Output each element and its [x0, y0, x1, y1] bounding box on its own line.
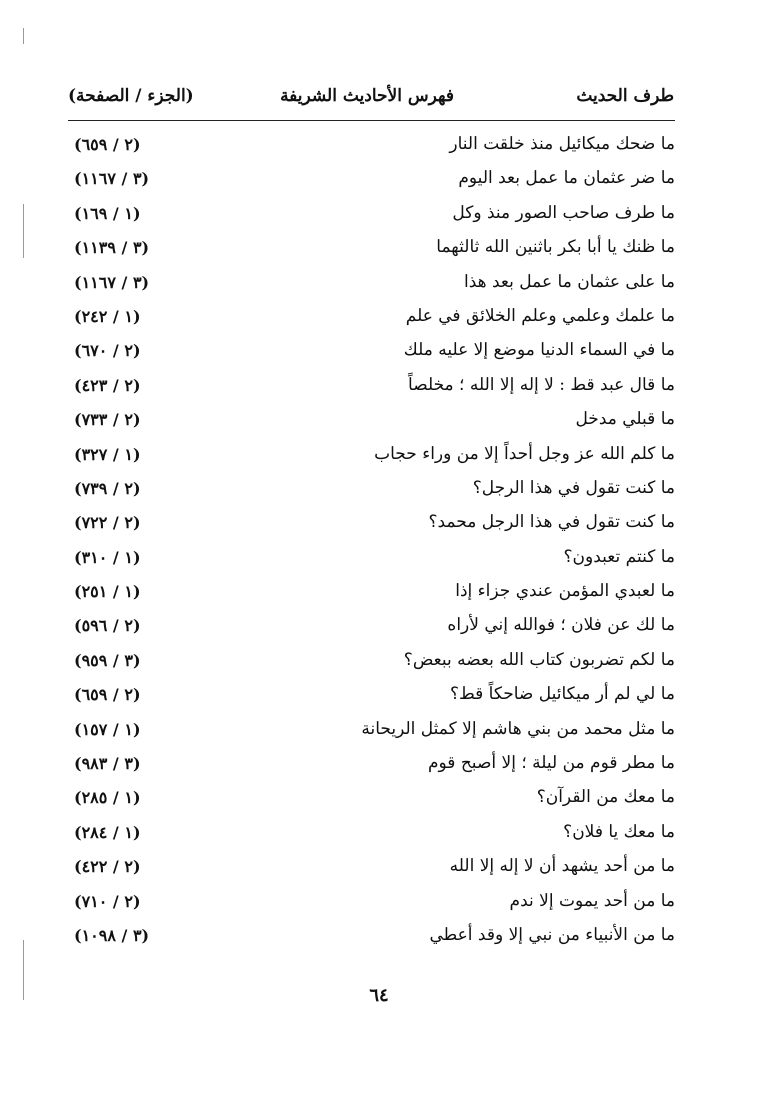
hadith-text: ما كنتم تعبدون؟: [563, 546, 675, 567]
index-entry: [68, 197, 675, 231]
index-entry: [68, 575, 675, 609]
header-left-label: (الجزء / الصفحة): [68, 86, 194, 106]
hadith-text: ما من أحد يموت إلا ندم: [509, 890, 675, 911]
volume-page-reference: (٣ / ٩٨٣): [74, 754, 141, 774]
hadith-text: ما من الأنبياء من نبي إلا وقد أعطي: [429, 924, 675, 945]
index-entry: [68, 334, 675, 368]
hadith-text: ما كلم الله عز وجل أحداً إلا من وراء حجاب: [374, 443, 675, 464]
hadith-text: ما علمك وعلمي وعلم الخلائق في علم: [405, 305, 675, 326]
index-entry: [68, 816, 675, 850]
hadith-text: ما لعبدي المؤمن عندي جزاء إذا: [455, 581, 675, 602]
index-entry: [68, 885, 675, 919]
hadith-text: ما ضحك ميكائيل منذ خلقت النار: [449, 134, 675, 154]
index-entry: [68, 403, 675, 437]
index-entry: [68, 438, 675, 472]
header-rule: [68, 120, 675, 121]
volume-page-reference: (٢ / ٤٢٣): [74, 375, 141, 395]
index-entry: [68, 781, 675, 815]
volume-page-reference: (١ / ١٦٩): [74, 203, 141, 223]
index-entry: [68, 162, 675, 196]
hadith-text: ما على عثمان ما عمل بعد هذا: [463, 271, 675, 292]
index-entry: [68, 609, 675, 643]
index-entry: [68, 369, 675, 403]
index-entry: [68, 472, 675, 506]
running-header: [68, 86, 674, 114]
volume-page-reference: (٣ / ١١٣٩): [74, 238, 150, 258]
volume-page-reference: (٢ / ٤٢٢): [74, 857, 141, 877]
volume-page-reference: (٢ / ٧٢٢): [74, 513, 141, 533]
hadith-text: ما قال عبد قط : لا إله إلا الله ؛ مخلصاً: [408, 374, 675, 395]
volume-page-reference: (٣ / ٩٥٩): [74, 650, 141, 670]
index-entry: [68, 713, 675, 747]
index-entry: [68, 541, 675, 575]
hadith-text: ما مثل محمد من بني هاشم إلا كمثل الريحانة: [361, 718, 675, 739]
hadith-text: ما معك يا فلان؟: [563, 821, 675, 842]
volume-page-reference: (٢ / ٥٩٦): [74, 616, 141, 636]
volume-page-reference: (٢ / ٦٥٩): [74, 685, 141, 705]
hadith-text: ما ضر عثمان ما عمل بعد اليوم: [458, 168, 675, 189]
hadith-text: ما لكم تضربون كتاب الله بعضه ببعض؟: [403, 649, 675, 670]
volume-page-reference: (٣ / ١٠٩٨): [74, 925, 150, 945]
volume-page-reference: (٢ / ٧٣٩): [74, 478, 141, 498]
index-entry: [68, 850, 675, 884]
index-entry: [68, 919, 675, 953]
hadith-text: ما من أحد يشهد أن لا إله إلا الله: [449, 856, 675, 877]
hadith-index-list: [68, 128, 675, 953]
hadith-text: ما ظنك يا أبا بكر باثنين الله ثالثهما: [436, 237, 675, 258]
index-entry: [68, 678, 675, 712]
hadith-text: ما معك من القرآن؟: [536, 787, 675, 808]
hadith-text: ما لي لم أر ميكائيل ضاحكاً قط؟: [449, 684, 675, 705]
volume-page-reference: (١ / ٢٨٥): [74, 788, 141, 808]
hadith-text: ما قبلي مدخل: [575, 409, 675, 430]
hadith-text: ما في السماء الدنيا موضع إلا عليه ملك: [403, 340, 675, 361]
index-entry: [68, 747, 675, 781]
volume-page-reference: (٢ / ٧١٠): [74, 891, 141, 911]
volume-page-reference: (١ / ٢٤٢): [74, 306, 141, 326]
page-edge-mark: [23, 204, 24, 258]
hadith-text: ما كنت تقول في هذا الرجل؟: [472, 477, 675, 498]
header-right-label: طرف الحديث: [576, 86, 674, 106]
index-entry: [68, 644, 675, 678]
volume-page-reference: (١ / ٣١٠): [74, 547, 141, 567]
volume-page-reference: (١ / ٢٥١): [74, 582, 141, 602]
index-entry: [68, 128, 675, 162]
volume-page-reference: (١ / ٢٨٤): [74, 822, 141, 842]
index-entry: [68, 231, 675, 265]
hadith-text: ما مطر قوم من ليلة ؛ إلا أصبح قوم: [428, 753, 675, 774]
volume-page-reference: (٢ / ٦٧٠): [74, 341, 141, 361]
hadith-text: ما لك عن فلان ؛ فوالله إني لأراه: [447, 615, 675, 636]
header-title: فهرس الأحاديث الشريفة: [280, 86, 454, 106]
page-number: ٦٤: [369, 985, 389, 1006]
volume-page-reference: (٢ / ٧٣٣): [74, 410, 141, 430]
volume-page-reference: (٣ / ١١٦٧): [74, 169, 150, 189]
index-entry: [68, 266, 675, 300]
hadith-text: ما كنت تقول في هذا الرجل محمد؟: [428, 512, 675, 533]
index-entry: [68, 300, 675, 334]
volume-page-reference: (٢ / ٦٥٩): [74, 135, 141, 154]
hadith-text: ما طرف صاحب الصور منذ وكل: [452, 202, 675, 223]
index-entry: [68, 506, 675, 540]
volume-page-reference: (٣ / ١١٦٧): [74, 272, 150, 292]
volume-page-reference: (١ / ١٥٧): [74, 719, 141, 739]
volume-page-reference: (١ / ٣٢٧): [74, 444, 141, 464]
page-edge-mark: [23, 28, 24, 44]
